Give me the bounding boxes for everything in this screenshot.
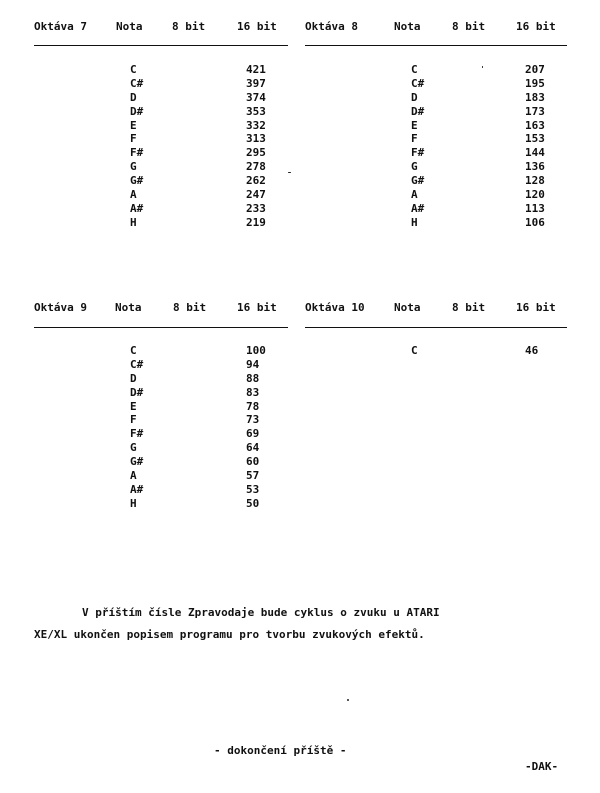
table-row: [34, 413, 290, 427]
scan-speck: [288, 172, 291, 173]
note-name: H: [130, 496, 137, 510]
note-name: F: [130, 132, 137, 146]
note-name: D#: [130, 385, 144, 399]
table-row: [34, 358, 290, 372]
table-header: [305, 301, 561, 317]
note-16bit-value: 64: [246, 441, 260, 455]
table-row: [34, 119, 290, 133]
note-name: C: [411, 344, 418, 357]
note-name: F: [411, 132, 418, 146]
header-rule: [305, 327, 567, 328]
header-16bit: 16 bit: [237, 20, 277, 33]
author-signature: -DAK-: [525, 760, 559, 773]
note-name: A#: [411, 201, 425, 215]
note-name: F#: [130, 146, 144, 160]
header-16bit: 16 bit: [516, 20, 556, 33]
note-name: F: [130, 413, 137, 427]
note-name: C: [130, 63, 137, 76]
note-name: D: [130, 90, 137, 104]
header-rule: [34, 45, 288, 46]
note-16bit-value: 106: [525, 215, 545, 229]
header-note: Nota: [116, 20, 143, 33]
table-rows-octave-7: [34, 63, 290, 230]
note-16bit-value: 46: [525, 344, 539, 357]
header-8bit: 8 bit: [173, 301, 207, 314]
table-row: [305, 63, 561, 77]
header-8bit: 8 bit: [452, 20, 486, 33]
header-note: Nota: [394, 20, 421, 33]
note-16bit-value: 136: [525, 160, 545, 174]
note-16bit-value: 144: [525, 146, 545, 160]
note-name: C#: [130, 357, 144, 371]
note-16bit-value: 113: [525, 201, 545, 215]
note-16bit-value: 100: [246, 344, 266, 357]
note-name: D: [411, 90, 418, 104]
note-16bit-value: 183: [525, 90, 545, 104]
table-rows-octave-8: [305, 63, 561, 230]
note-name: D: [130, 371, 137, 385]
note-16bit-value: 94: [246, 357, 260, 371]
table-row: [305, 188, 561, 202]
table-row: [34, 427, 290, 441]
table-row: [34, 441, 290, 455]
note-16bit-value: 207: [525, 63, 545, 76]
note-16bit-value: 120: [525, 188, 545, 202]
table-row: [34, 469, 290, 483]
table-row: [34, 497, 290, 511]
note-name: D#: [130, 104, 144, 118]
note-16bit-value: 60: [246, 455, 260, 469]
continued-note: - dokončení příště -: [214, 744, 347, 757]
note-name: G#: [130, 455, 144, 469]
note-name: G#: [130, 174, 144, 188]
note-16bit-value: 69: [246, 427, 260, 441]
header-note: Nota: [394, 301, 421, 314]
note-16bit-value: 78: [246, 399, 260, 413]
header-rule: [34, 327, 288, 328]
table-row: [34, 146, 290, 160]
table-row: [34, 160, 290, 174]
note-name: A#: [130, 482, 144, 496]
note-name: H: [130, 215, 137, 229]
note-16bit-value: 195: [525, 76, 545, 90]
table-row: [34, 216, 290, 230]
table-row: [34, 132, 290, 146]
note-name: A: [130, 188, 137, 202]
scan-speck: [347, 699, 349, 701]
table-row: [34, 105, 290, 119]
note-name: C: [411, 63, 418, 76]
note-16bit-value: 233: [246, 201, 266, 215]
table-header: [34, 301, 290, 317]
table-row: [34, 400, 290, 414]
table-row: [34, 455, 290, 469]
header-note: Nota: [115, 301, 142, 314]
table-row: [34, 77, 290, 91]
note-16bit-value: 88: [246, 371, 260, 385]
table-header: [34, 20, 290, 36]
note-16bit-value: 163: [525, 118, 545, 132]
header-octave: Oktáva 9: [34, 301, 87, 314]
note-name: C#: [411, 76, 425, 90]
note-16bit-value: 50: [246, 496, 260, 510]
table-row: [34, 386, 290, 400]
note-16bit-value: 421: [246, 63, 266, 76]
table-row: [305, 91, 561, 105]
table-row: [305, 160, 561, 174]
note-16bit-value: 173: [525, 104, 545, 118]
table-row: [305, 146, 561, 160]
note-16bit-value: 247: [246, 188, 266, 202]
header-octave: Oktáva 8: [305, 20, 358, 33]
header-rule: [305, 45, 567, 46]
note-16bit-value: 83: [246, 385, 260, 399]
note-name: G: [130, 160, 137, 174]
note-name: D#: [411, 104, 425, 118]
paragraph-line-1: V příštím čísle Zpravodaje bude cyklus o zvuku u ATARI: [82, 606, 440, 619]
table-octave-9: [34, 301, 290, 317]
table-row: [34, 174, 290, 188]
note-name: E: [411, 118, 418, 132]
table-header: [305, 20, 561, 36]
paragraph-line-2: XE/XL ukončen popisem programu pro tvorbu zvukových efektů.: [34, 628, 425, 641]
table-octave-10: [305, 301, 561, 317]
header-octave: Oktáva 7: [34, 20, 87, 33]
table-row: [305, 77, 561, 91]
table-row: [34, 91, 290, 105]
table-row: [34, 483, 290, 497]
note-name: G: [130, 441, 137, 455]
table-row: [305, 344, 561, 358]
note-name: C: [130, 344, 137, 357]
note-16bit-value: 278: [246, 160, 266, 174]
table-row: [305, 119, 561, 133]
header-16bit: 16 bit: [237, 301, 277, 314]
note-name: A: [411, 188, 418, 202]
table-row: [305, 105, 561, 119]
note-name: H: [411, 215, 418, 229]
table-octave-7: [34, 20, 290, 36]
note-16bit-value: 153: [525, 132, 545, 146]
note-name: G#: [411, 174, 425, 188]
header-8bit: 8 bit: [452, 301, 486, 314]
header-8bit: 8 bit: [172, 20, 206, 33]
table-row: [34, 202, 290, 216]
table-row: [305, 202, 561, 216]
note-16bit-value: 219: [246, 215, 266, 229]
note-name: F#: [130, 427, 144, 441]
note-name: A#: [130, 201, 144, 215]
table-row: [305, 216, 561, 230]
table-row: [305, 174, 561, 188]
note-16bit-value: 73: [246, 413, 260, 427]
note-16bit-value: 53: [246, 482, 260, 496]
note-16bit-value: 332: [246, 118, 266, 132]
table-row: [305, 132, 561, 146]
table-rows-octave-10: [305, 344, 561, 358]
note-16bit-value: 295: [246, 146, 266, 160]
table-octave-8: [305, 20, 561, 36]
note-name: A: [130, 469, 137, 483]
note-16bit-value: 374: [246, 90, 266, 104]
note-16bit-value: 397: [246, 76, 266, 90]
note-16bit-value: 262: [246, 174, 266, 188]
header-octave: Oktáva 10: [305, 301, 365, 314]
note-name: G: [411, 160, 418, 174]
table-row: [34, 63, 290, 77]
note-16bit-value: 57: [246, 469, 260, 483]
note-name: E: [130, 399, 137, 413]
table-row: [34, 344, 290, 358]
scan-speck: [482, 66, 483, 68]
header-16bit: 16 bit: [516, 301, 556, 314]
table-rows-octave-9: [34, 344, 290, 511]
note-name: E: [130, 118, 137, 132]
note-16bit-value: 128: [525, 174, 545, 188]
note-name: F#: [411, 146, 425, 160]
table-row: [34, 372, 290, 386]
note-name: C#: [130, 76, 144, 90]
table-row: [34, 188, 290, 202]
note-16bit-value: 313: [246, 132, 266, 146]
note-16bit-value: 353: [246, 104, 266, 118]
